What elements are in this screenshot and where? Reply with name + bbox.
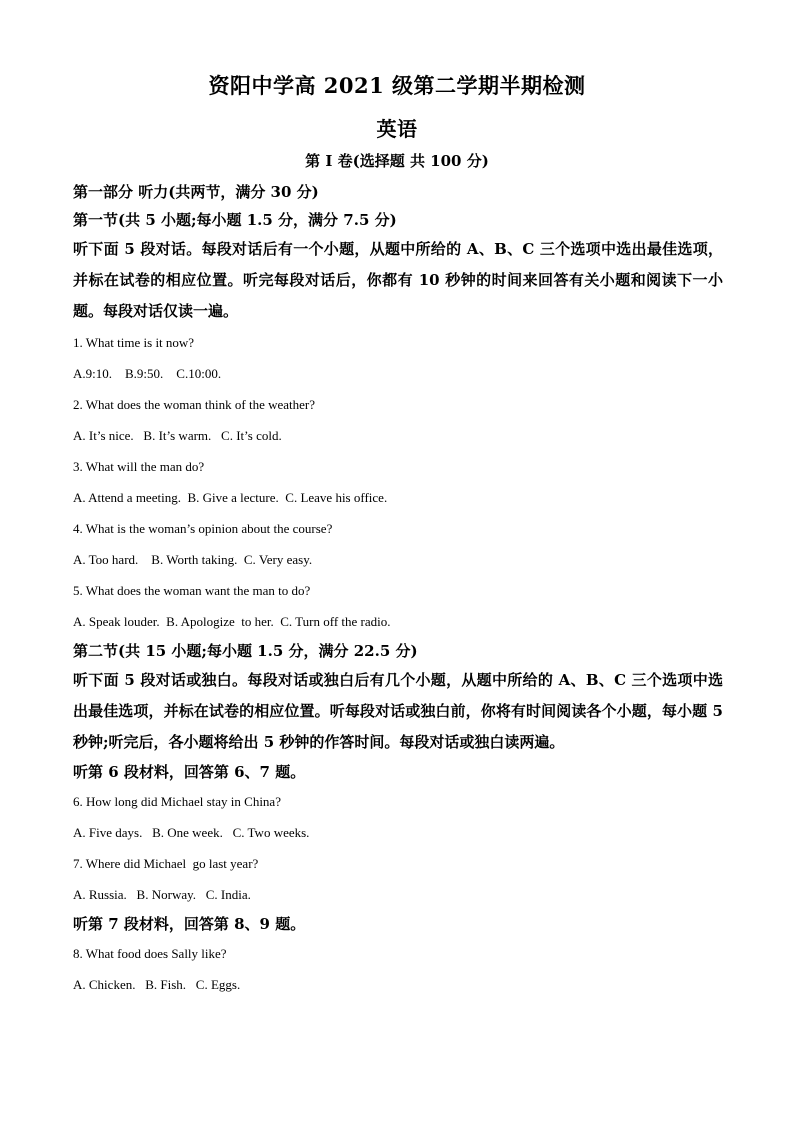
section2-instructions: 听下面 5 段对话或独白。每段对话或独白后有几个小题，从题中所给的 A、B、C 三个选项中选出最佳选项，并标在试卷的相应位置。听每段对话或独白前，你将有时间阅读各个小题，每小题 5 秒钟;听完后，各小题将给出 5 秒钟的作答时间。每段对话或独白读两遍。	[73, 671, 723, 751]
question-5: 5. What does the woman want the man to do?	[73, 583, 311, 598]
part1-heading: 第一部分 听力(共两节，满分 30 分)	[73, 183, 319, 201]
question-3: 3. What will the man do?	[73, 459, 205, 474]
options-7: A. Russia. B. Norway. C. India.	[73, 887, 251, 902]
options-8: A. Chicken. B. Fish. C. Eggs.	[73, 977, 241, 992]
question-1: 1. What time is it now?	[73, 335, 195, 350]
material-6-heading: 听第 6 段材料，回答第 6、7 题。	[73, 763, 306, 781]
question-8: 8. What food does Sally like?	[73, 946, 227, 961]
options-6: A. Five days. B. One week. C. Two weeks.	[73, 825, 310, 840]
options-4: A. Too hard. B. Worth taking. C. Very easy.	[73, 552, 313, 567]
question-2: 2. What does the woman think of the weather?	[73, 397, 315, 412]
options-3: A. Attend a meeting. B. Give a lecture. C. Leave his office.	[73, 490, 388, 505]
exam-title: 资阳中学高 2021 级第二学期半期检测	[208, 73, 586, 98]
options-1: A.9:10. B.9:50. C.10:00.	[73, 366, 222, 381]
question-7: 7. Where did Michael go last year?	[73, 856, 259, 871]
section2-heading: 第二节(共 15 小题;每小题 1.5 分，满分 22.5 分)	[73, 642, 418, 660]
options-2: A. It’s nice. B. It’s warm. C. It’s cold.	[73, 428, 282, 443]
question-6: 6. How long did Michael stay in China?	[73, 794, 281, 809]
exam-body	[73, 178, 723, 1000]
question-4: 4. What is the woman’s opinion about the course?	[73, 521, 333, 536]
subject-title: 英语	[376, 117, 418, 141]
section1-heading: 第一节(共 5 小题;每小题 1.5 分，满分 7.5 分)	[73, 211, 397, 229]
options-5: A. Speak louder. B. Apologize to her. C. Turn off the radio.	[73, 614, 391, 629]
section1-instructions: 听下面 5 段对话。每段对话后有一个小题，从题中所给的 A、B、C 三个选项中选出最佳选项，并标在试卷的相应位置。听完每段对话后，你都有 10 秒钟的时间来回答有关小题和阅读下一小题。每段对话仅读一遍。	[73, 240, 723, 320]
volume-title: 第 I 卷(选择题 共 100 分)	[305, 152, 489, 170]
material-7-heading: 听第 7 段材料，回答第 8、9 题。	[73, 915, 306, 933]
